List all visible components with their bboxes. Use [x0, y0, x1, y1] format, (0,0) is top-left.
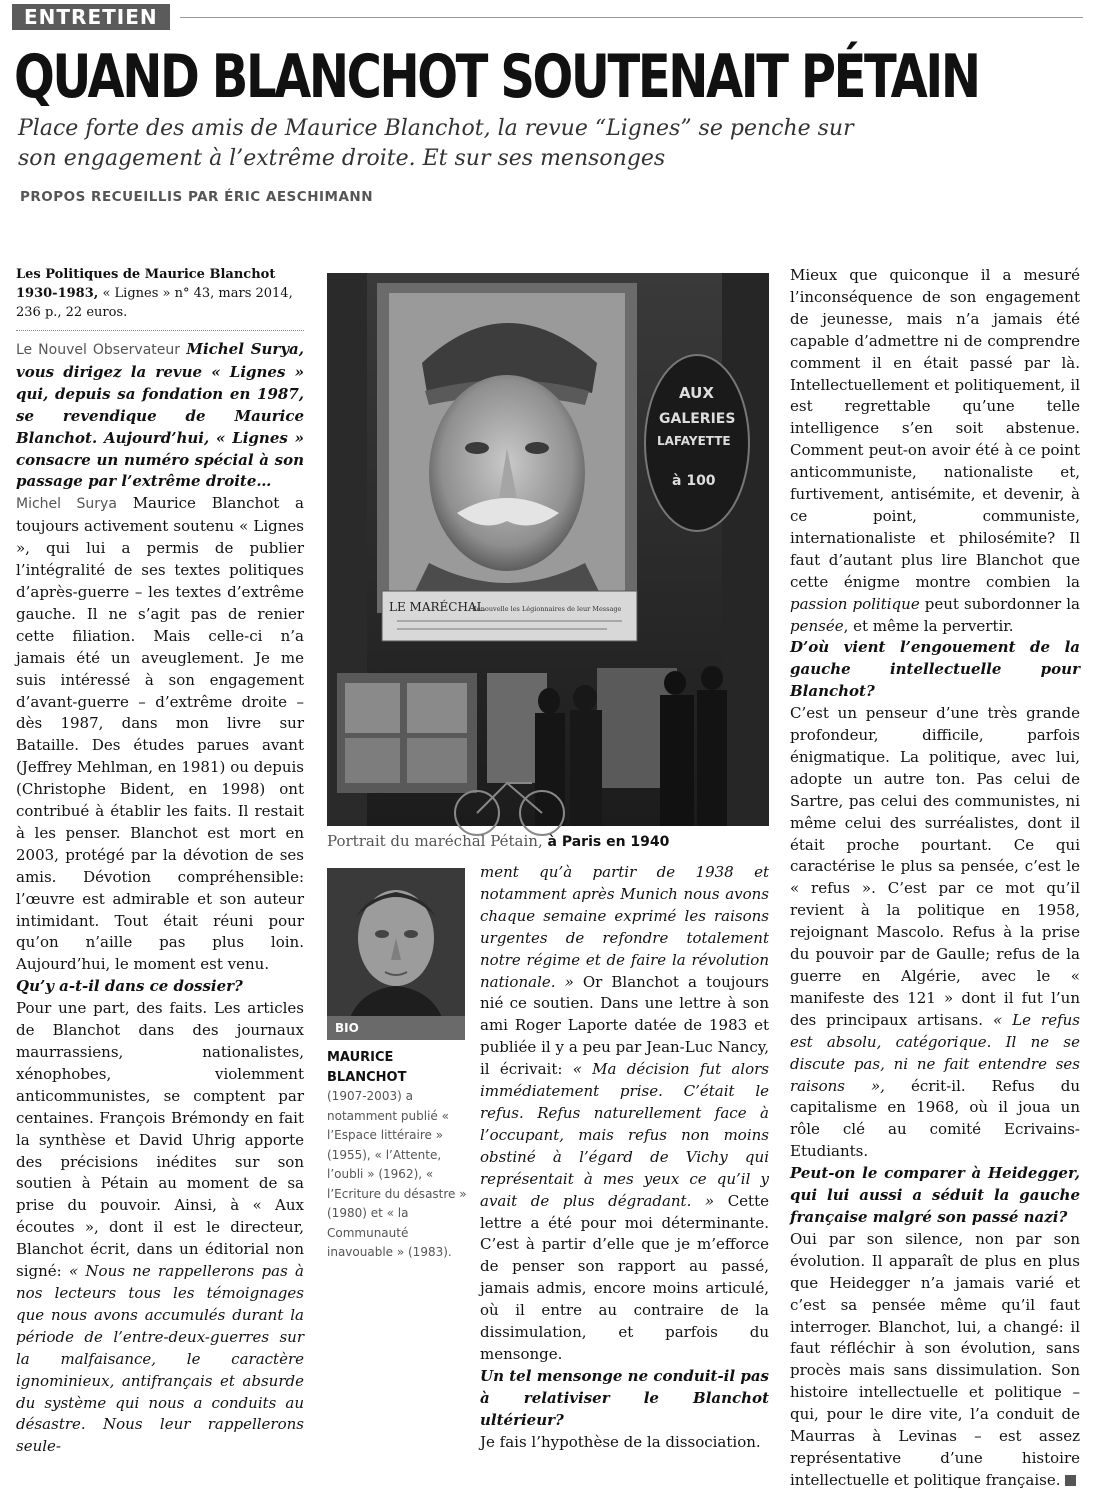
book-reference [16, 265, 304, 331]
answer-3-cont-b: peut subordonner la [924, 594, 1080, 613]
sign-line-2: GALERIES [659, 411, 736, 427]
answer-2-quote-2: « Ma décision fut alors immédiatement prise. C’était le refus. Refus naturellement face à l’occupant, mais refus non moins obstiné à l’égard de Vichy qui représentait à mes yeux ce qu’il y avait de plus dégradant. » [480, 1060, 770, 1210]
answer-2-start [16, 998, 304, 1458]
question-3: Un tel mensonge ne conduit-il pas à relativiser le Blanchot ultérieur? [480, 1366, 769, 1429]
question-2: Qu’y a-t-il dans ce dossier? [16, 977, 243, 996]
sign-line-1: AUX [679, 384, 714, 402]
end-mark-icon [1065, 1475, 1076, 1486]
sign-line-4: à 100 [672, 473, 716, 489]
deck: Place forte des amis de Maurice Blanchot, la revue “Lignes” se penche sur son engagement à l’extrême droite. Et sur ses mensonges [18, 116, 854, 171]
answer-1-text: Maurice Blanchot a toujours activement soutenu « Lignes », qui lui a permis de publier l’intégralité de ses textes politiques d’après-guerre – les textes d’extrême gauche. Il ne s’agit pas de renier cette filiation. Mais celle-ci n’a jamais été un aveuglement. Je me suis intéressé à son engagement d’avant-guerre – d’extrême droite – dès 1987, dans mon livre sur Bataille. Des études parues avant (Jeffrey Mehlman, en 1981) ou depuis (Christophe Bident, en 1998) ont contribué à établir les faits. Il restait à les penser. Blanchot est mort en 2003, protégé par la dévotion de ses amis. Dévotion compréhensible: l’œuvre est admirable et son auteur intimidant. Tout était réuni pour qu’on n’aille pas plus loin. Aujourd’hui, le moment est venu. [16, 494, 304, 974]
plaque-title: LE MARÉCHAL [389, 600, 485, 614]
answer-5-text: Oui par son silence, non par son évolution. Il apparaît de plus en plus que Heidegger n’a jamais varié et c’est sa pensée même qu’il faut interroger. Blanchot, lui, a changé: il faut réfléchir à son évolution, sans procès mais sans dissimulation. Son histoire intellectuelle et politique – qui, pour le dire vite, l’a conduit de Maurras à Levinas – est assez représentative d’une histoire intellectuelle et politique française. [790, 1229, 1080, 1489]
bleed-through [985, 40, 1085, 150]
bio-tag: BIO [327, 1016, 465, 1040]
bio-name: MAURICE BLANCHOT [327, 1050, 407, 1085]
question-1-text: Michel Surya, vous dirigez la revue « Lignes » qui, depuis sa fondation en 1987, se revendique de Maurice Blanchot. Aujourd’hui, « Lignes » consacre un numéro spécial à son passage par l’extrême droite… [16, 340, 304, 491]
answer-2-quote-end: ment qu’à partir de 1938 et notamment après Munich nous avons chaque semaine exprimé les raisons urgentes de refondre totalement notre régime et de faire la révolution nationale. » [480, 863, 769, 991]
column-2 [480, 862, 769, 1453]
answer-3-start: Je fais l’hypothèse de la dissociation. [480, 1432, 761, 1451]
column-3 [790, 265, 1080, 1492]
answer-2-intro: Pour une part, des faits. Les articles de Blanchot dans des journaux maurrassiens, nationalistes, xénophobes, violemment anticommunistes, se comptent par centaines. François Brémondy en fait la synthèse et David Uhrig apporte des précisions inédites sur son soutien à Pétain au moment de sa prise du pouvoir. Ainsi, à « Aux écoutes », dont il est le directeur, Blanchot écrit, dans un éditorial non signé: [16, 999, 304, 1281]
column-1 [16, 265, 304, 1458]
answer-4-start: C’est un penseur d’une très grande profondeur, difficile, parfois énigmatique. La politique, avec lui, adopte un autre ton. Pas celui de Sartre, pas celui des communistes, ni même celui des surréalistes, dont il était proche pourtant. Ce qui caractérise le plus sa pensée, c’est le « refus ». C’est par ce mot qu’il revient à la politique en 1958, rejoignant Mascolo. Refus à la prise du pouvoir par de Gaulle; refus de la guerre en Algérie, avec le « manifeste des 121 » dont il fut l’un des principaux artisans. [790, 704, 1080, 1029]
book-details: « Lignes » n° 43, mars 2014, 236 p., 22 euros. [16, 286, 293, 320]
byline: PROPOS RECUEILLIS PAR ÉRIC AESCHIMANN [20, 189, 373, 205]
book-title: Les Politiques de Maurice Blanchot 1930-1983, [16, 267, 276, 301]
sign-line-3: LAFAYETTE [657, 434, 731, 448]
answer-1 [16, 493, 304, 976]
answer-3-continued [790, 265, 1080, 637]
headline: QUAND BLANCHOT SOUTENAIT PÉTAIN [14, 42, 979, 112]
question-5: Peut-on le comparer à Heidegger, qui lui aussi a séduit la gauche française malgré son passé nazi? [790, 1164, 1080, 1226]
caption-bold: à Paris en 1940 [547, 834, 670, 850]
answer-3-cont-a: Mieux que quiconque il a mesuré l’inconséquence de son engagement de jeunesse, mais n’a jamais été capable d’admettre ni de comprendre comment il en était passé par là. Intellectuellement et politiquement, il est regrettable qu’une telle intelligence s’en soit abstenue. Comment peut-on avoir été à ce point anticommuniste, nationaliste et, furtivement, antisémite, et devenir, à ce point, communiste, internationaliste et philosémite? Il faut d’autant plus lire Blanchot que cette énigme montre combien la [790, 266, 1080, 591]
interviewee-label: Michel Surya [16, 496, 117, 513]
answer-4-end: écrit-il. Refus du capitalisme en 1968, où il joua un rôle clé au comité Ecrivains-Etudiants. [790, 1076, 1080, 1161]
answer-3-em-1: passion politique [790, 594, 920, 613]
petain-portrait-photo [327, 273, 769, 826]
answer-5 [790, 1229, 1080, 1492]
answer-2-end: Cette lettre a été pour moi déterminante. C’est à partir d’elle que je m’efforce de penser son rapport au passé, jamais admis, encore moins articulé, où il entre au contraire de la dissimulation, et parfois du mensonge. [480, 1191, 769, 1363]
answer-4-quote: « Le refus est absolu, catégorique. Il ne se discute pas, ni ne fait entendre ses raisons », [790, 1010, 1080, 1095]
answer-2-quote-start: « Nous ne rappellerons pas à nos lecteurs tous les témoignages que nous avons accumulés durant la période de l’entre-deux-guerres sur la malfaisance, le caractère ignominieux, antifrançais et absurde du système qui nous a conduits au désastre. Nous leur rappellerons seule- [16, 1262, 304, 1456]
answer-3-cont-c: , et même la pervertir. [843, 616, 1014, 635]
photo-caption [327, 832, 669, 850]
plaque-subtitle: Renouvelle les Légionnaires de leur Message [472, 605, 622, 613]
answer-3-em-2: pensée [790, 616, 844, 635]
section-rubric: ENTRETIEN [12, 4, 170, 30]
rubric-rule [180, 17, 1083, 18]
question-4: D’où vient l’engouement de la gauche intellectuelle pour Blanchot? [790, 638, 1080, 701]
bio-text [327, 1048, 472, 1263]
caption-light: Portrait du maréchal Pétain, [327, 832, 543, 850]
bio-details: (1907-2003) a notamment publié « l’Espace littéraire » (1955), « l’Attente, l’oubli » (1962), « l’Ecriture du désastre » (1980) et « la Communauté inavouable » (1983). [327, 1089, 467, 1259]
photo-illustration [327, 273, 769, 826]
answer-2-mid: Or Blanchot a toujours nié ce soutien. Dans une lettre à son ami Roger Laporte datée de 1983 et publiée il y a peu par Jean-Luc Nancy, il écrivait: [480, 972, 769, 1079]
question-1 [16, 339, 304, 493]
answer-4 [790, 703, 1080, 1163]
bio-portrait-illustration [327, 868, 465, 1026]
blanchot-portrait-photo [327, 868, 465, 1026]
answer-2-continued [480, 862, 769, 1366]
interviewer-label: Le Nouvel Observateur [16, 342, 181, 358]
